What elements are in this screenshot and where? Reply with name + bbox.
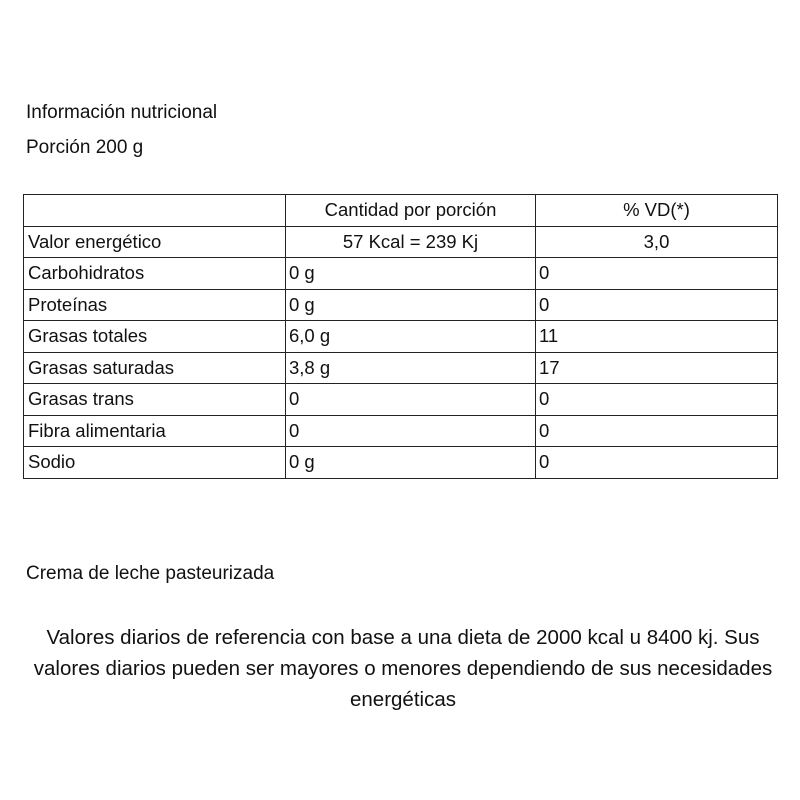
header-daily-value: % VD(*) xyxy=(536,195,778,227)
table-header-row xyxy=(24,195,778,227)
daily-values-footnote: Valores diarios de referencia con base a una dieta de 2000 kcal u 8400 kj. Sus valores diarios pueden ser mayores o menores dependiendo de sus necesidades energéticas xyxy=(33,626,773,711)
table-row xyxy=(24,384,778,416)
table-row xyxy=(24,447,778,479)
nutrient-label: Fibra alimentaria xyxy=(24,415,286,447)
nutrient-daily-value: 0 xyxy=(536,415,778,447)
table-row xyxy=(24,289,778,321)
nutrient-amount: 0 g xyxy=(286,258,536,290)
nutrient-amount: 0 g xyxy=(286,447,536,479)
header-amount: Cantidad por porción xyxy=(286,195,536,227)
table-row-energy xyxy=(24,226,778,258)
nutrient-amount: 57 Kcal = 239 Kj xyxy=(286,226,536,258)
nutrient-amount: 0 xyxy=(286,415,536,447)
nutrient-label: Grasas trans xyxy=(24,384,286,416)
nutrient-label: Proteínas xyxy=(24,289,286,321)
portion-size: Porción 200 g xyxy=(26,137,144,158)
table-row xyxy=(24,321,778,353)
nutrient-amount: 0 g xyxy=(286,289,536,321)
nutrient-daily-value: 0 xyxy=(536,258,778,290)
nutrient-label: Sodio xyxy=(24,447,286,479)
nutrient-label: Grasas saturadas xyxy=(24,352,286,384)
nutrient-daily-value: 17 xyxy=(536,352,778,384)
nutrient-daily-value: 3,0 xyxy=(536,226,778,258)
nutrient-daily-value: 0 xyxy=(536,384,778,416)
table-row xyxy=(24,352,778,384)
page-title: Información nutricional xyxy=(26,102,218,123)
table-row xyxy=(24,258,778,290)
product-name: Crema de leche pasteurizada xyxy=(26,563,275,584)
nutrient-amount: 3,8 g xyxy=(286,352,536,384)
nutrient-label: Grasas totales xyxy=(24,321,286,353)
nutrient-daily-value: 11 xyxy=(536,321,778,353)
nutrient-label: Carbohidratos xyxy=(24,258,286,290)
nutrient-daily-value: 0 xyxy=(536,289,778,321)
nutrition-table xyxy=(23,194,778,479)
nutrient-daily-value: 0 xyxy=(536,447,778,479)
nutrient-amount: 6,0 g xyxy=(286,321,536,353)
nutrient-amount: 0 xyxy=(286,384,536,416)
table-row xyxy=(24,415,778,447)
nutrient-label: Valor energético xyxy=(24,226,286,258)
header-nutrient xyxy=(24,195,286,227)
